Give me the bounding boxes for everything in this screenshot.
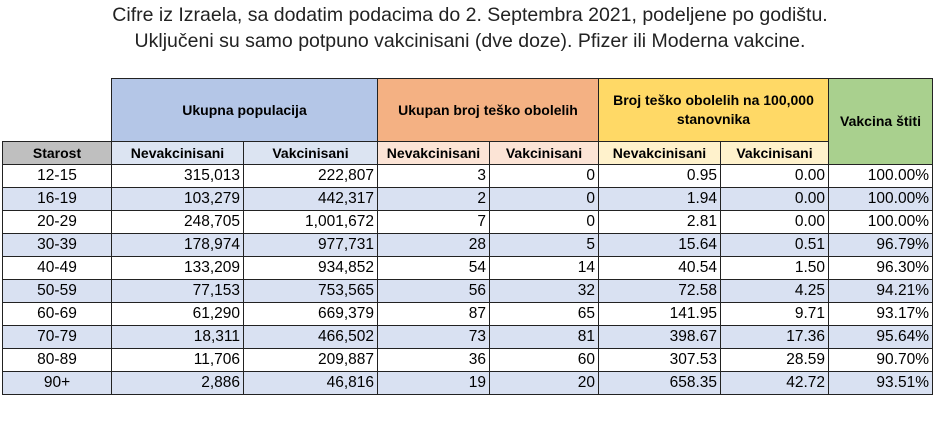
cell-rate-vax: 1.50	[721, 256, 829, 279]
cell-rate-unvax: 15.64	[599, 233, 721, 256]
cell-sev-vax: 5	[490, 233, 599, 256]
cell-sev-vax: 81	[490, 325, 599, 348]
cell-eff: 93.51%	[829, 371, 933, 394]
cell-eff: 90.70%	[829, 348, 933, 371]
cell-pop-vax: 209,887	[244, 348, 378, 371]
cell-pop-vax: 1,001,672	[244, 210, 378, 233]
cell-sev-unvax: 28	[378, 233, 490, 256]
cell-rate-unvax: 1.94	[599, 187, 721, 210]
cell-pop-vax: 669,379	[244, 302, 378, 325]
table-row	[3, 325, 933, 348]
cell-rate-vax: 0.51	[721, 233, 829, 256]
cell-rate-vax: 0.00	[721, 210, 829, 233]
cell-age: 40-49	[3, 256, 112, 279]
cell-age: 20-29	[3, 210, 112, 233]
col-pop-vax: Vakcinisani	[244, 141, 378, 164]
cell-sev-unvax: 2	[378, 187, 490, 210]
cell-sev-vax: 14	[490, 256, 599, 279]
cell-rate-unvax: 2.81	[599, 210, 721, 233]
cell-pop-vax: 222,807	[244, 164, 378, 187]
cell-rate-vax: 0.00	[721, 164, 829, 187]
cell-eff: 100.00%	[829, 210, 933, 233]
group-per100k: Broj teško obolelih na 100,000 stanovnika	[599, 79, 829, 142]
cell-rate-vax: 17.36	[721, 325, 829, 348]
cell-pop-unvax: 11,706	[112, 348, 244, 371]
cell-age: 50-59	[3, 279, 112, 302]
cell-pop-unvax: 315,013	[112, 164, 244, 187]
cell-pop-vax: 466,502	[244, 325, 378, 348]
col-rate-vax: Vakcinisani	[721, 141, 829, 164]
col-rate-unvax: Nevakcinisani	[599, 141, 721, 164]
table-row	[3, 279, 933, 302]
cell-pop-unvax: 178,974	[112, 233, 244, 256]
cell-eff: 100.00%	[829, 164, 933, 187]
cell-age: 12-15	[3, 164, 112, 187]
corner-cell	[3, 79, 112, 142]
cell-rate-unvax: 307.53	[599, 348, 721, 371]
cell-sev-unvax: 7	[378, 210, 490, 233]
page-title	[0, 2, 940, 54]
cell-pop-unvax: 248,705	[112, 210, 244, 233]
group-population: Ukupna populacija	[112, 79, 378, 142]
cell-age: 90+	[3, 371, 112, 394]
cell-sev-vax: 0	[490, 210, 599, 233]
cell-sev-vax: 0	[490, 187, 599, 210]
cell-rate-unvax: 141.95	[599, 302, 721, 325]
cell-sev-vax: 60	[490, 348, 599, 371]
cell-rate-unvax: 0.95	[599, 164, 721, 187]
vaccination-table	[2, 78, 933, 395]
cell-pop-vax: 753,565	[244, 279, 378, 302]
cell-sev-unvax: 36	[378, 348, 490, 371]
cell-sev-unvax: 19	[378, 371, 490, 394]
cell-pop-unvax: 2,886	[112, 371, 244, 394]
cell-eff: 95.64%	[829, 325, 933, 348]
cell-rate-vax: 28.59	[721, 348, 829, 371]
cell-eff: 96.30%	[829, 256, 933, 279]
column-header-row	[3, 141, 933, 164]
cell-pop-unvax: 18,311	[112, 325, 244, 348]
cell-age: 70-79	[3, 325, 112, 348]
title-line-1: Cifre iz Izraela, sa dodatim podacima do 2. Septembra 2021, podeljene po godištu.	[112, 4, 828, 26]
cell-rate-vax: 42.72	[721, 371, 829, 394]
group-severe: Ukupan broj teško obolelih	[378, 79, 599, 142]
cell-eff: 93.17%	[829, 302, 933, 325]
cell-sev-unvax: 3	[378, 164, 490, 187]
cell-eff: 100.00%	[829, 187, 933, 210]
table-row	[3, 256, 933, 279]
cell-pop-unvax: 77,153	[112, 279, 244, 302]
cell-rate-unvax: 40.54	[599, 256, 721, 279]
cell-sev-vax: 20	[490, 371, 599, 394]
table-row	[3, 302, 933, 325]
table-row	[3, 371, 933, 394]
cell-sev-unvax: 73	[378, 325, 490, 348]
group-efficacy: Vakcina štiti	[829, 79, 933, 165]
table-row	[3, 187, 933, 210]
cell-pop-unvax: 133,209	[112, 256, 244, 279]
cell-sev-unvax: 54	[378, 256, 490, 279]
cell-pop-vax: 977,731	[244, 233, 378, 256]
group-header-row	[3, 79, 933, 142]
cell-rate-vax: 4.25	[721, 279, 829, 302]
cell-rate-unvax: 658.35	[599, 371, 721, 394]
cell-rate-unvax: 72.58	[599, 279, 721, 302]
table-row	[3, 348, 933, 371]
col-age: Starost	[3, 141, 112, 164]
cell-eff: 94.21%	[829, 279, 933, 302]
cell-pop-vax: 46,816	[244, 371, 378, 394]
cell-rate-unvax: 398.67	[599, 325, 721, 348]
cell-age: 60-69	[3, 302, 112, 325]
table-row	[3, 233, 933, 256]
cell-rate-vax: 9.71	[721, 302, 829, 325]
cell-sev-vax: 0	[490, 164, 599, 187]
cell-age: 16-19	[3, 187, 112, 210]
table-row	[3, 210, 933, 233]
cell-eff: 96.79%	[829, 233, 933, 256]
cell-pop-vax: 934,852	[244, 256, 378, 279]
title-line-2: Uključeni su samo potpuno vakcinisani (dve doze). Pfizer ili Moderna vakcine.	[134, 30, 806, 52]
cell-sev-unvax: 87	[378, 302, 490, 325]
col-sev-vax: Vakcinisani	[490, 141, 599, 164]
cell-pop-unvax: 61,290	[112, 302, 244, 325]
col-pop-unvax: Nevakcinisani	[112, 141, 244, 164]
cell-age: 80-89	[3, 348, 112, 371]
table-row	[3, 164, 933, 187]
cell-sev-unvax: 56	[378, 279, 490, 302]
cell-sev-vax: 32	[490, 279, 599, 302]
cell-age: 30-39	[3, 233, 112, 256]
cell-rate-vax: 0.00	[721, 187, 829, 210]
col-sev-unvax: Nevakcinisani	[378, 141, 490, 164]
cell-pop-unvax: 103,279	[112, 187, 244, 210]
cell-pop-vax: 442,317	[244, 187, 378, 210]
cell-sev-vax: 65	[490, 302, 599, 325]
